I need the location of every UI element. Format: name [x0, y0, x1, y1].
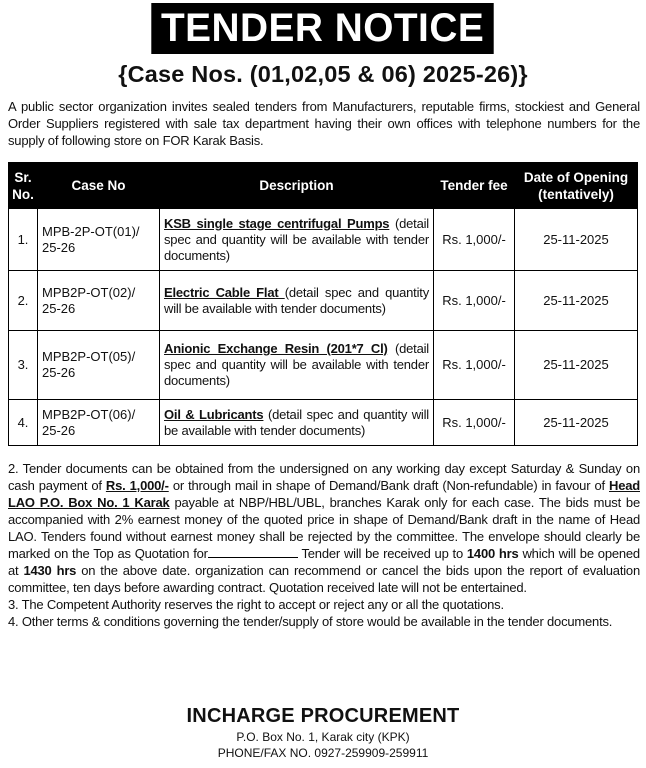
- para2-text-6: on the above date. organization can recommend or cancel the bids upon the report of evaluation committee, ten days before awarding contract. Quotation received late will not be entertained.: [8, 563, 640, 595]
- signature-block: [0, 703, 646, 761]
- row-description: [160, 400, 434, 446]
- row-description: [160, 271, 434, 331]
- paragraph-4: 4. Other terms & conditions governing the tender/supply of store would be available in the tender documents.: [8, 614, 613, 629]
- draft-payee-address: Head LAO P.O. Box No. 1 Karak: [8, 478, 640, 510]
- row-sr: 2.: [9, 271, 38, 331]
- paragraph-2: [8, 460, 640, 596]
- case-numbers: {Case Nos. (01,02,05 & 06) 2025-26)}: [118, 61, 528, 87]
- notice-title: TENDER NOTICE: [152, 3, 495, 54]
- phone-fax: PHONE/FAX NO. 0927-259909-259911: [217, 746, 429, 760]
- item-detail: (detail spec and quantity will be available with tender documents): [164, 406, 429, 438]
- item-name: Anionic Exchange Resin (201*7 Cl): [164, 341, 388, 356]
- header-date: Date of Opening (tentatively): [515, 163, 638, 209]
- table-row: [9, 331, 638, 400]
- table-header-row: [9, 163, 638, 209]
- row-date: 25-11-2025: [515, 400, 638, 446]
- item-name: Oil & Lubricants: [164, 406, 264, 422]
- item-name: KSB single stage centrifugal Pumps: [164, 215, 390, 231]
- item-detail: (detail spec and quantity will be available with tender documents): [164, 284, 429, 316]
- row-description: [160, 331, 434, 400]
- quotation-blank-line: [208, 547, 298, 558]
- terms-section: [8, 460, 640, 630]
- para2-text-4: Tender will be received up to: [297, 546, 467, 561]
- row-fee: Rs. 1,000/-: [434, 331, 515, 400]
- row-case-no: MPB-2P-OT(01)/ 25-26: [38, 209, 160, 271]
- open-time: 1430 hrs: [23, 563, 77, 578]
- item-detail: (detail spec and quantity will be available with tender documents): [164, 341, 429, 388]
- para2-text-1: 2. Tender documents can be obtained from the undersigned on any working day except Saturday & Sunday on cash payment of: [8, 461, 640, 493]
- row-fee: Rs. 1,000/-: [434, 400, 515, 446]
- table-row: [9, 209, 638, 271]
- row-date: 25-11-2025: [515, 209, 638, 271]
- row-sr: 3.: [9, 331, 38, 400]
- row-case-no: MPB2P-OT(06)/ 25-26: [38, 400, 160, 446]
- row-sr: 1.: [9, 209, 38, 271]
- para2-text-5: which will be opened at: [8, 546, 640, 578]
- row-sr: 4.: [9, 400, 38, 446]
- row-case-no: MPB2P-OT(02)/ 25-26: [38, 271, 160, 331]
- para2-text-2: or through mail in shape of Demand/Bank draft (Non-refundable) in favour of: [168, 478, 609, 493]
- row-date: 25-11-2025: [515, 331, 638, 400]
- intro-paragraph: A public sector organization invites sealed tenders from Manufacturers, reputable firms, stockiest and General Order Suppliers registered with sale tax department having their own offices with telephone numbers for the supply of following store on FOR Karak Basis.: [8, 99, 640, 148]
- header-description: Description: [160, 163, 434, 209]
- row-fee: Rs. 1,000/-: [434, 271, 515, 331]
- table-row: [9, 271, 638, 331]
- header-fee: Tender fee: [434, 163, 515, 209]
- postal-address: P.O. Box No. 1, Karak city (KPK): [236, 730, 410, 744]
- tender-table: [8, 162, 638, 446]
- row-fee: Rs. 1,000/-: [434, 209, 515, 271]
- header-case: Case No: [38, 163, 160, 209]
- signatory-title: INCHARGE PROCUREMENT: [186, 705, 460, 727]
- row-case-no: MPB2P-OT(05)/ 25-26: [38, 331, 160, 400]
- receive-time: 1400 hrs: [466, 546, 519, 561]
- item-name: Electric Cable Flat: [164, 284, 285, 300]
- row-description: [160, 209, 434, 271]
- item-detail: (detail spec and quantity will be available with tender documents): [164, 215, 429, 263]
- para2-text-3: payable at NBP/HBL/UBL, branches Karak only for each case. The bids must be accompanied with 2% earnest money of the quoted price in shape of Demand/Bank draft in the name of Head LAO. Tenders found without earnest money shall be rejected by the committee. The envelope should clearly be marked on the Top as Quotation for: [8, 495, 640, 561]
- paragraph-3: 3. The Competent Authority reserves the right to accept or reject any or all the quotations.: [8, 597, 504, 612]
- document-fee: Rs. 1,000/-: [105, 478, 169, 493]
- header-sr: Sr. No.: [9, 163, 38, 209]
- title-block: [0, 3, 646, 54]
- table-row: [9, 400, 638, 446]
- row-date: 25-11-2025: [515, 271, 638, 331]
